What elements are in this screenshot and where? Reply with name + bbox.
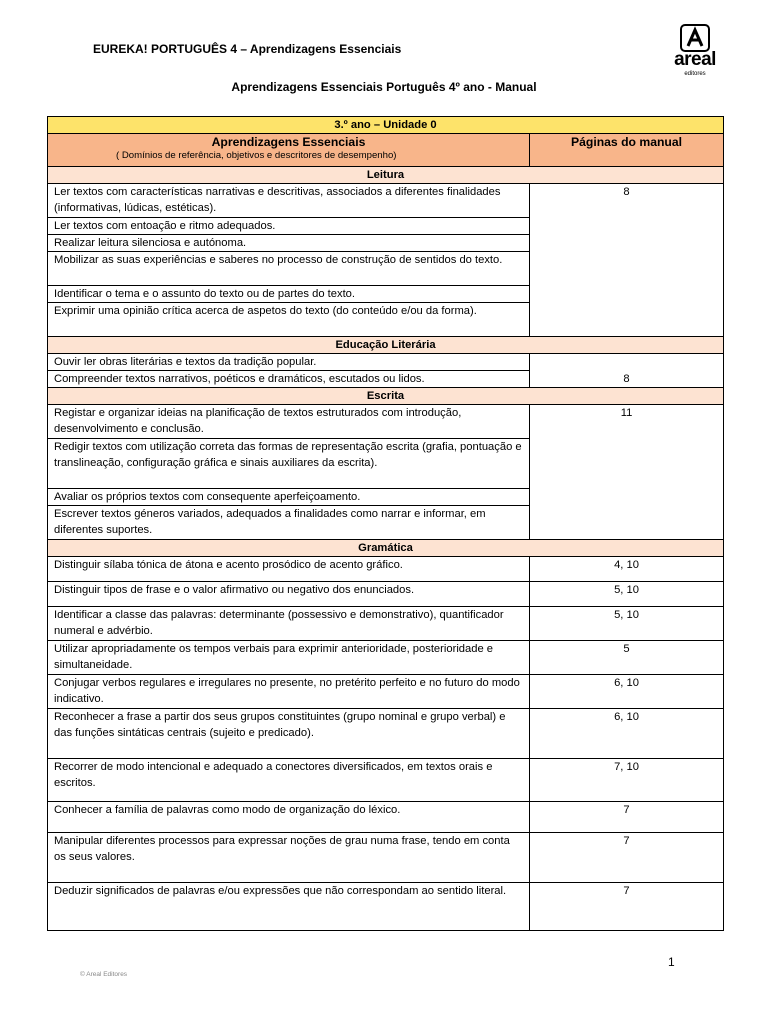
table-row	[48, 184, 724, 218]
learning-cell: Escrever textos géneros variados, adequados a finalidades como narrar e informar, em diferentes suportes.	[48, 506, 530, 540]
areal-logo-icon	[680, 24, 710, 52]
learning-cell: Registar e organizar ideias na planificação de textos estruturados com introdução, desenvolvimento e conclusão.	[48, 405, 530, 439]
learning-cell: Conhecer a família de palavras como modo de organização do léxico.	[48, 802, 530, 833]
learning-cell: Deduzir significados de palavras e/ou expressões que não correspondam ao sentido literal.	[48, 883, 530, 931]
learning-table	[47, 116, 724, 931]
table-row	[48, 557, 724, 582]
section-title: Escrita	[48, 388, 724, 405]
learning-cell: Reconhecer a frase a partir dos seus grupos constituintes (grupo nominal e grupo verbal) e das funções sintáticas centrais (sujeito e predicado).	[48, 709, 530, 759]
col-header-learning-label: Aprendizagens Essenciais	[211, 135, 366, 149]
table-row	[48, 641, 724, 675]
col-header-learning-subtitle: ( Domínios de referência, objetivos e descritores de desempenho)	[116, 150, 397, 161]
learning-cell: Compreender textos narrativos, poéticos e dramáticos, escutados ou lidos.	[48, 371, 530, 388]
learning-cell: Mobilizar as suas experiências e saberes no processo de construção de sentidos do texto.	[48, 252, 530, 286]
learning-cell: Redigir textos com utilização correta das formas de representação escrita (grafia, pontuação e translineação, configuração gráfica e sinais auxiliares da escrita).	[48, 439, 530, 489]
pages-cell: 7	[530, 883, 724, 931]
pages-cell: 6, 10	[530, 675, 724, 709]
table-row	[48, 675, 724, 709]
logo-wordmark: areal	[674, 49, 716, 70]
document-header: EUREKA! PORTUGUÊS 4 – Aprendizagens Essenciais	[93, 42, 402, 56]
table-row	[48, 883, 724, 931]
learning-cell: Utilizar apropriadamente os tempos verbais para exprimir anterioridade, posterioridade e simultaneidade.	[48, 641, 530, 675]
section-row-escrita	[48, 388, 724, 405]
table-row	[48, 833, 724, 883]
learning-cell: Manipular diferentes processos para expressar noções de grau numa frase, tendo em conta os seus valores.	[48, 833, 530, 883]
pages-cell: 8	[530, 354, 724, 388]
table-row	[48, 582, 724, 607]
pages-cell: 7, 10	[530, 759, 724, 802]
learning-cell: Realizar leitura silenciosa e autónoma.	[48, 235, 530, 252]
table-row	[48, 802, 724, 833]
header-row	[48, 134, 724, 167]
learning-cell: Identificar o tema e o assunto do texto ou de partes do texto.	[48, 286, 530, 303]
pages-cell: 8	[530, 184, 724, 337]
section-row-gramatica	[48, 540, 724, 557]
pages-cell: 7	[530, 802, 724, 833]
section-title: Educação Literária	[48, 337, 724, 354]
table-row	[48, 354, 724, 371]
page-number: 1	[668, 955, 675, 969]
col-header-learning	[48, 134, 530, 167]
col-header-pages: Páginas do manual	[530, 134, 724, 167]
table-row	[48, 709, 724, 759]
pages-cell: 5	[530, 641, 724, 675]
learning-cell: Ouvir ler obras literárias e textos da tradição popular.	[48, 354, 530, 371]
learning-cell: Distinguir tipos de frase e o valor afirmativo ou negativo dos enunciados.	[48, 582, 530, 607]
pages-cell: 5, 10	[530, 582, 724, 607]
pages-cell: 11	[530, 405, 724, 540]
learning-cell: Distinguir sílaba tónica de átona e acento prosódico de acento gráfico.	[48, 557, 530, 582]
pages-cell: 4, 10	[530, 557, 724, 582]
logo-subtitle: editores	[684, 71, 706, 77]
section-row-leitura	[48, 167, 724, 184]
learning-cell: Identificar a classe das palavras: determinante (possessivo e demonstrativo), quantificador numeral e advérbio.	[48, 607, 530, 641]
section-row-educacao-literaria	[48, 337, 724, 354]
copyright-footer: © Areal Editores	[80, 971, 128, 978]
learning-cell: Ler textos com características narrativas e descritivas, associados a diferentes finalidades (informativas, lúdicas, estéticas).	[48, 184, 530, 218]
publisher-logo	[664, 24, 726, 88]
table-row	[48, 405, 724, 439]
section-title: Leitura	[48, 167, 724, 184]
learning-cell: Ler textos com entoação e ritmo adequados.	[48, 218, 530, 235]
section-title: Gramática	[48, 540, 724, 557]
pages-cell: 5, 10	[530, 607, 724, 641]
learning-cell: Avaliar os próprios textos com consequente aperfeiçoamento.	[48, 489, 530, 506]
unit-row	[48, 117, 724, 134]
table-row	[48, 607, 724, 641]
pages-cell: 6, 10	[530, 709, 724, 759]
learning-cell: Recorrer de modo intencional e adequado a conectores diversificados, em textos orais e escritos.	[48, 759, 530, 802]
learning-cell: Conjugar verbos regulares e irregulares no presente, no pretérito perfeito e no futuro do modo indicativo.	[48, 675, 530, 709]
table-row	[48, 759, 724, 802]
pages-cell: 7	[530, 833, 724, 883]
unit-title: 3.º ano – Unidade 0	[48, 117, 724, 134]
learning-cell: Exprimir uma opinião crítica acerca de aspetos do texto (do conteúdo e/ou da forma).	[48, 303, 530, 337]
document-title: Aprendizagens Essenciais Português 4º ano - Manual	[231, 80, 537, 94]
